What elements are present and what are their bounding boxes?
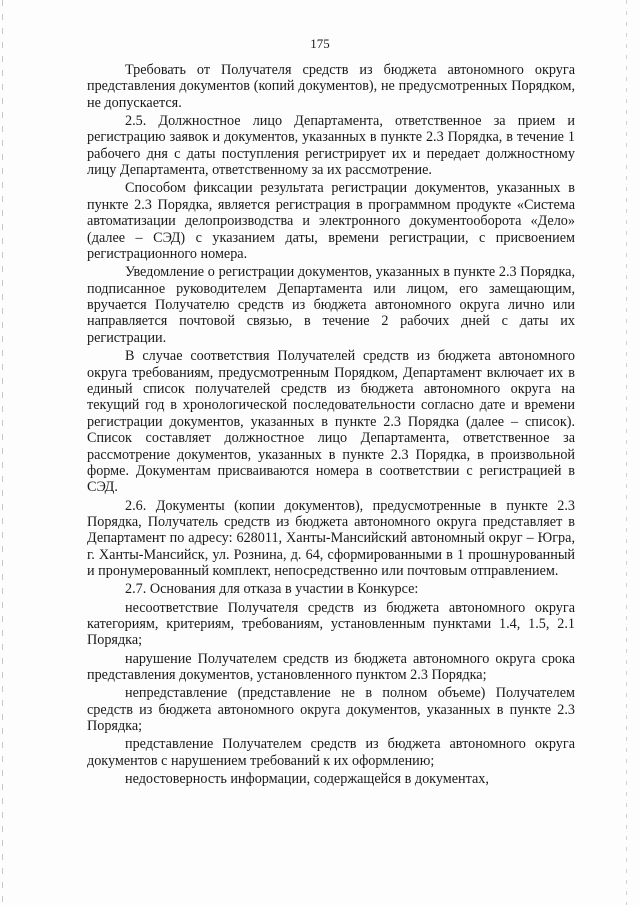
paragraph: недостоверность информации, содержащейся в документах, bbox=[125, 770, 489, 787]
paragraph: Способом фиксации результата регистрации документов, указанных в пункте 2.3 Порядка, является регистрация в программном продукте «Система автоматизации делопроизводства и электронного документооборота «Дело» (далее – СЭД) с указанием даты, времени регистрации, с присвоением регистрационного номера. bbox=[87, 180, 575, 263]
scan-edge-left bbox=[2, 0, 3, 905]
paragraph: Требовать от Получателя средств из бюджета автономного округа представления документов (копий документов), не предусмотренных Порядком, не допускается. bbox=[87, 62, 575, 111]
paragraph: 2.7. Основания для отказа в участии в Конкурсе: bbox=[125, 581, 419, 598]
paragraph: непредставление (представление не в полном объеме) Получателем средств из бюджета автономного округа документов, указанных в пункте 2.3 Порядка; bbox=[87, 685, 575, 735]
paragraph: В случае соответствия Получателей средств из бюджета автономного округа требованиям, предусмотренным Порядком, Департамент включает их в единый список получателей средств из бюджета автономного округа на текущий год в хронологической последовательности согласно дате и времени регистрации документов, указанных в пункте 2.3 Порядка (далее – список). Список составляет должностное лицо Департамента, ответственное за рассмотрение документов, указанных в пункте 2.3 Порядка, в произвольной форме. Документам присваиваются номера в соответствии с регистрацией в СЭД. bbox=[87, 348, 575, 496]
document-body bbox=[87, 62, 575, 789]
paragraph: представление Получателем средств из бюджета автономного округа документов с нарушением требований к их оформлению; bbox=[87, 736, 575, 769]
page-number: 175 bbox=[310, 36, 330, 51]
paragraph: 2.6. Документы (копии документов), предусмотренные в пункте 2.3 Порядка, Получатель средств из бюджета автономного округа представляет в Департамент по адресу: 628011, Ханты-Мансийский автономный округ – Югра, г. Ханты-Мансийск, ул. Рознина, д. 64, сформированными в 1 прошнурованный и пронумерованный комплект, непосредственно или почтовым отправлением. bbox=[87, 497, 575, 580]
paragraph: несоответствие Получателя средств из бюджета автономного округа категориям, критериям, требованиям, установленным пунктами 1.4, 1.5, 2.1 Порядка; bbox=[87, 599, 575, 649]
paragraph: 2.5. Должностное лицо Департамента, ответственное за прием и регистрацию заявок и документов, указанных в пункте 2.3 Порядка, в течение 1 рабочего дня с даты поступления регистрирует их и передает должностному лицу Департамента, ответственному за их рассмотрение. bbox=[87, 113, 575, 179]
scan-edge-right bbox=[626, 0, 627, 905]
paragraph: нарушение Получателем средств из бюджета автономного округа срока представления документов, установленного пунктом 2.3 Порядка; bbox=[87, 650, 575, 683]
paragraph: Уведомление о регистрации документов, указанных в пункте 2.3 Порядка, подписанное руководителем Департамента или лицом, его замещающим, вручается Получателю средств из бюджета автономного округа лично или направляется почтовой связью, в течение 2 рабочих дней с даты их регистрации. bbox=[87, 264, 575, 346]
